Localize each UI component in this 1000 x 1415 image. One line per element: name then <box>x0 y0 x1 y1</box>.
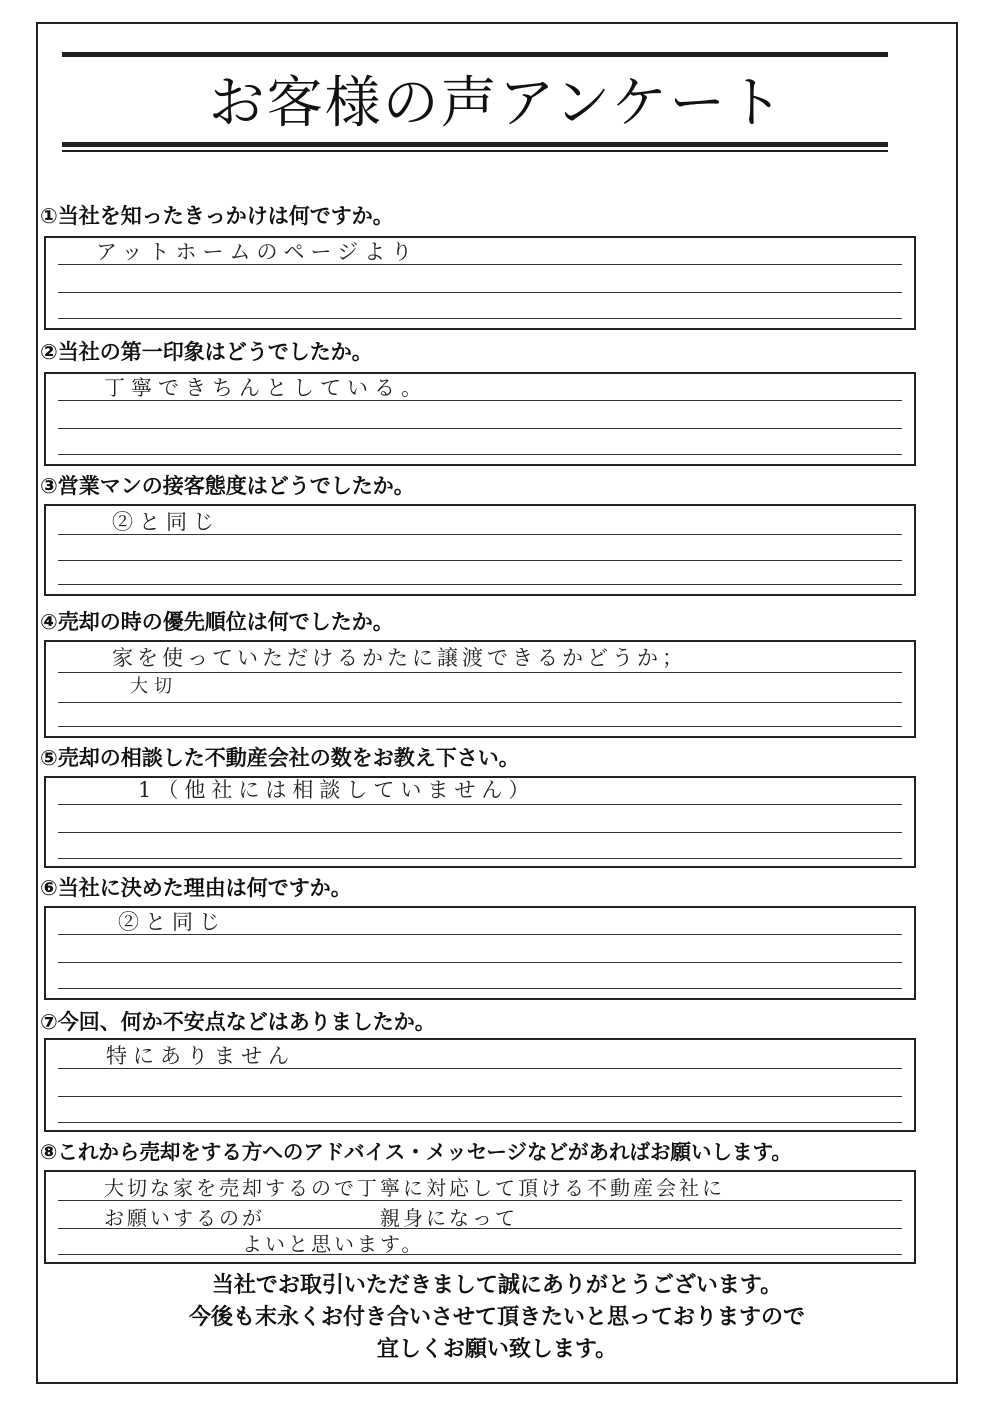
answer-box-8 <box>44 1170 916 1264</box>
answer-line <box>58 1096 902 1097</box>
handwritten-answer-5: 1（他社には相談していません） <box>138 778 536 802</box>
handwritten-answer-4-insert: 大切 <box>130 676 178 697</box>
answer-line <box>58 584 902 585</box>
answer-box-7 <box>44 1038 916 1132</box>
answer-line <box>58 726 902 727</box>
answer-line <box>58 858 902 859</box>
answer-line <box>58 934 902 935</box>
handwritten-answer-8-line-3: よいと思います。 <box>242 1232 425 1256</box>
answer-line <box>58 428 902 429</box>
question-4-label: ④売却の時の優先順位は何でしたか。 <box>40 610 394 634</box>
answer-line <box>58 264 902 265</box>
survey-title: お客様の声アンケート <box>208 71 786 136</box>
answer-line <box>58 988 902 989</box>
title-rule-top <box>62 52 888 57</box>
handwritten-answer-1: アットホームのページより <box>96 240 419 264</box>
survey-sheet <box>36 22 958 1384</box>
question-5-label: ⑤売却の相談した不動産会社の数をお教え下さい。 <box>40 746 520 770</box>
handwritten-answer-4: 家を使っていただけるかたに譲渡できるかどうか； <box>112 646 687 670</box>
question-8-label: ⑧これから売却をする方へのアドバイス・メッセージなどがあればお願いします。 <box>40 1140 792 1164</box>
title-rule-bottom-thin <box>62 150 888 152</box>
answer-box-5 <box>44 776 916 868</box>
answer-line <box>58 832 902 833</box>
answer-box-2 <box>44 372 916 466</box>
closing-line-1: 当社でお取引いただきまして誠にありがとうございます。 <box>211 1273 783 1298</box>
answer-box-1 <box>44 236 916 330</box>
answer-line <box>58 1254 902 1255</box>
answer-line <box>58 292 902 293</box>
question-1-label: ①当社を知ったきっかけは何ですか。 <box>40 204 394 228</box>
handwritten-answer-7: 特にありません <box>106 1044 295 1068</box>
question-3-label: ③営業マンの接客態度はどうでしたか。 <box>40 474 415 498</box>
title-rule-bottom <box>62 142 888 147</box>
answer-box-6 <box>44 906 916 1000</box>
answer-line <box>58 804 902 805</box>
answer-box-3 <box>44 504 916 596</box>
question-7-label: ⑦今回、何か不安点などはありましたか。 <box>40 1010 436 1034</box>
handwritten-answer-6: ②と同じ <box>118 910 226 934</box>
answer-line <box>58 560 902 561</box>
answer-line <box>58 702 902 703</box>
answer-line <box>58 1068 902 1069</box>
handwritten-answer-3: ②と同じ <box>112 510 220 534</box>
handwritten-answer-8-line-2: お願いするのが 親身になって <box>104 1206 518 1230</box>
closing-line-3: 宜しくお願い致します。 <box>376 1336 618 1362</box>
question-2-label: ②当社の第一印象はどうでしたか。 <box>40 340 373 364</box>
answer-line <box>58 962 902 963</box>
answer-line <box>58 1200 902 1201</box>
answer-line <box>58 534 902 535</box>
closing-message <box>38 1270 956 1366</box>
closing-line-2: 今後も末永くお付き合いさせて頂きたいと思っておりますので <box>188 1304 805 1330</box>
handwritten-answer-2: 丁寧できちんとしている。 <box>104 376 428 400</box>
answer-line <box>58 400 902 401</box>
answer-box-4 <box>44 640 916 738</box>
answer-line <box>58 1122 902 1123</box>
answer-line <box>58 672 902 673</box>
handwritten-answer-8-line-1: 大切な家を売却するので丁寧に対応して頂ける不動産会社に <box>104 1176 725 1200</box>
answer-line <box>58 318 902 319</box>
answer-line <box>58 454 902 455</box>
question-6-label: ⑥当社に決めた理由は何ですか。 <box>40 876 352 900</box>
